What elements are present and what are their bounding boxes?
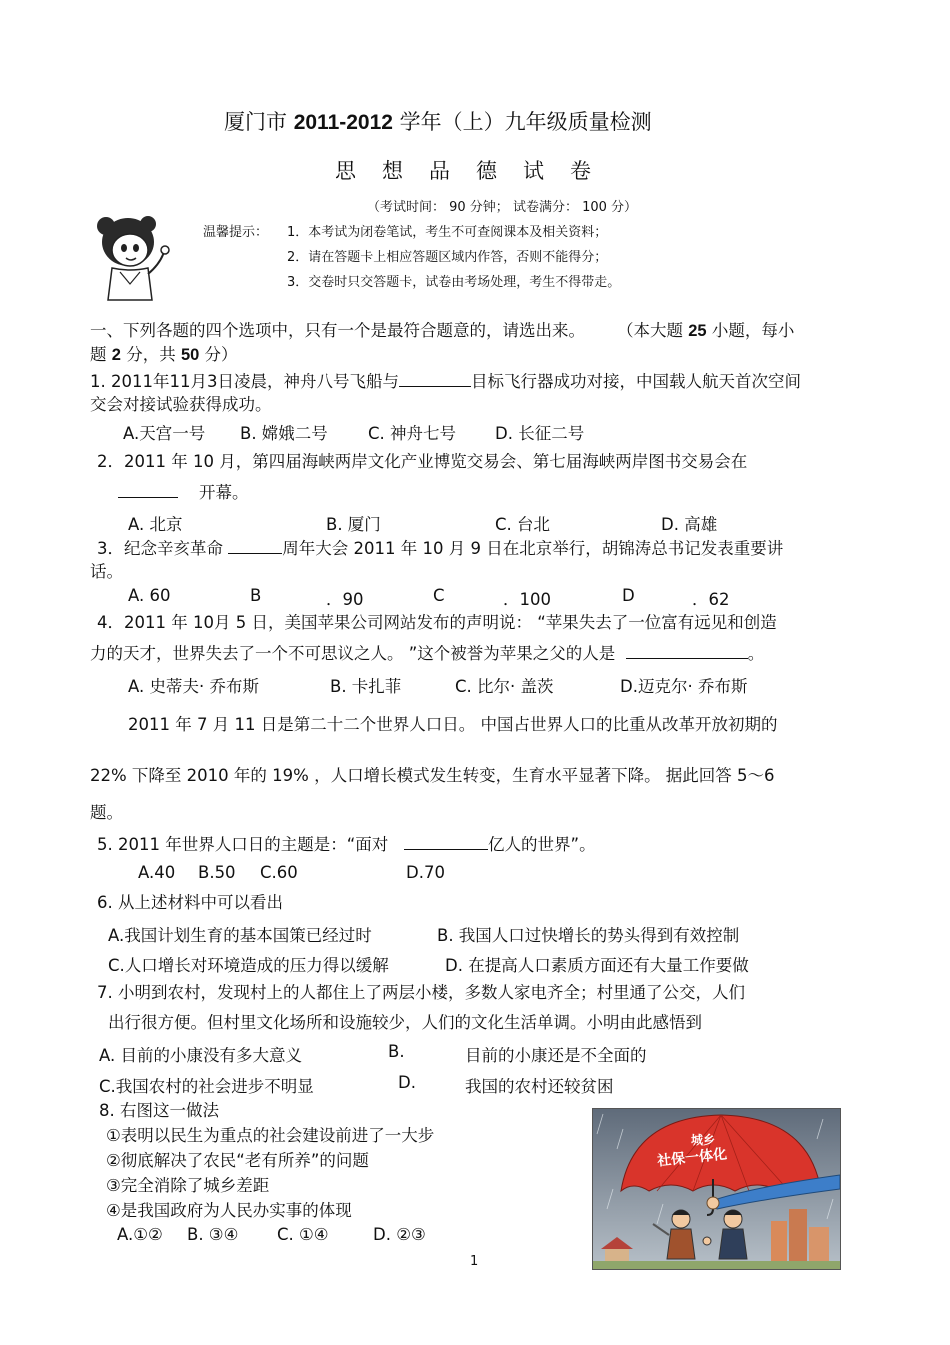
q7-option-d: 我国的农村还较贫困 [465, 1077, 614, 1096]
q6-option-a: A.我国计划生育的基本国策已经过时 [108, 926, 372, 945]
q7-option-b-letter: B. [388, 1042, 405, 1061]
q8-item-2: ②彻底解决了农民“老有所养”的问题 [106, 1151, 369, 1170]
q3-option-d: ．62 [692, 590, 730, 609]
q3-option-b: ．90 [326, 590, 364, 609]
q6-stem: 6. 从上述材料中可以看出 [97, 893, 283, 912]
q1-option-c: C. 神舟七号 [368, 424, 457, 443]
q2-option-b: B. 厦门 [326, 515, 381, 534]
q7-option-d-letter: D. [398, 1073, 416, 1092]
q4-option-b: B. 卡扎菲 [330, 677, 402, 696]
tip-2: 2．请在答题卡上相应答题区域内作答，否则不能得分； [287, 250, 608, 265]
material-line-1: 2011 年 7 月 11 日是第二十二个世界人口日。 中国占世界人口的比重从改革开放初期的 [128, 715, 778, 734]
q3-option-d-letter: D [622, 586, 635, 605]
q5-option-a: A.40 [138, 863, 176, 882]
q3-stem-cont: 话。 [90, 562, 123, 581]
q5-stem: 5. 2011 年世界人口日的主题是：“面对 亿人的世界”。 [97, 835, 596, 854]
q5-option-d: D.70 [406, 863, 445, 882]
q5-option-c: C.60 [260, 863, 298, 882]
q1-stem-cont: 交会对接试验获得成功。 [90, 395, 272, 414]
answer-blank [118, 481, 178, 498]
q8-option-a: A.①② [117, 1225, 163, 1244]
q7-stem-cont: 出行很方便。但村里文化场所和设施较少，人们的文化生活单调。小明由此感悟到 [108, 1013, 702, 1032]
q4-option-c: C. 比尔· 盖茨 [455, 677, 554, 696]
q1-option-d: D. 长征二号 [495, 424, 585, 443]
q2-stem-cont: 开幕。 [118, 481, 248, 504]
q2-stem: 2．2011 年 10 月，第四届海峡两岸文化产业博览交易会、第七届海峡两岸图书交易会在 [97, 452, 748, 471]
q1-stem: 1. 2011年11月3日凌晨，神舟八号飞船与 目标飞行器成功对接，中国载人航天首次空间 [90, 372, 801, 391]
q4-stem-cont: 力的天才，世界失去了一个不可思议之人。 ”这个被誉为苹果之父的人是 。 [90, 644, 765, 663]
q2-option-a: A. 北京 [128, 515, 183, 534]
q3-option-c: ．100 [503, 590, 551, 609]
answer-blank [399, 370, 471, 387]
answer-blank [404, 833, 488, 850]
cartoon-label-2: 社保一体化 [656, 1146, 728, 1170]
q8-stem: 8. 右图这一做法 [99, 1101, 219, 1120]
page-number: 1 [470, 1254, 479, 1269]
subtitle: 思想品德试卷 [335, 159, 617, 183]
q5-option-b: B.50 [198, 863, 236, 882]
q4-stem: 4．2011 年 10月 5 日，美国苹果公司网站发布的声明说： “苹果失去了一位富有远见和创造 [97, 613, 777, 632]
q3-option-a: A. 60 [128, 586, 171, 605]
q2-option-d: D. 高雄 [661, 515, 718, 534]
q8-item-3: ③完全消除了城乡差距 [106, 1176, 270, 1195]
q6-option-c: C.人口增长对环境造成的压力得以缓解 [108, 956, 389, 975]
answer-blank [626, 642, 748, 659]
q7-option-c: C.我国农村的社会进步不明显 [99, 1077, 314, 1096]
q8-option-d: D. ②③ [373, 1225, 426, 1244]
tip-1: 1．本考试为闭卷笔试，考生不可查阅课本及相关资料； [287, 225, 608, 240]
exam-info: （考试时间： 90 分钟； 试卷满分： 100 分） [367, 200, 638, 215]
q4-option-a: A. 史蒂夫· 乔布斯 [128, 677, 259, 696]
social-security-cartoon [592, 1108, 841, 1270]
q6-option-b: B. 我国人口过快增长的势头得到有效控制 [437, 926, 740, 945]
page-title: 厦门市 2011-2012 学年（上）九年级质量检测 [224, 110, 652, 134]
q8-item-1: ①表明以民生为重点的社会建设前进了一大步 [106, 1126, 435, 1145]
q3-option-c-letter: C [433, 586, 445, 605]
q7-stem: 7. 小明到农村，发现村上的人都住上了两层小楼，多数人家电齐全；村里通了公交，人们 [97, 983, 745, 1002]
cartoon-label-1: 城乡 [691, 1133, 716, 1147]
tip-3: 3．交卷时只交答题卡，试卷由考场处理，考生不得带走。 [287, 275, 621, 290]
q7-option-a: A. 目前的小康没有多大意义 [99, 1046, 302, 1065]
q1-option-a: A.天宫一号 [123, 424, 206, 443]
q2-option-c: C. 台北 [495, 515, 551, 534]
section-heading: 一、下列各题的四个选项中，只有一个是最符合题意的，请选出来。 （本大题 25 小题，每小 [90, 321, 795, 340]
q8-option-b: B. ③④ [187, 1225, 239, 1244]
cartoon-girl-icon [90, 212, 172, 304]
q1-option-b: B. 嫦娥二号 [240, 424, 328, 443]
q6-option-d: D. 在提高人口素质方面还有大量工作要做 [445, 956, 749, 975]
q7-option-b: 目前的小康还是不全面的 [465, 1046, 647, 1065]
q4-option-d: D.迈克尔· 乔布斯 [620, 677, 748, 696]
tips-label: 温馨提示： [203, 225, 269, 240]
q8-item-4: ④是我国政府为人民办实事的体现 [106, 1201, 352, 1220]
answer-blank [228, 537, 282, 554]
q3-option-b-letter: B [250, 586, 262, 605]
q8-option-c: C. ①④ [277, 1225, 329, 1244]
material-line-3: 题。 [90, 803, 123, 822]
section-heading-cont: 题 2 分，共 50 分） [90, 345, 238, 364]
q3-stem: 3．纪念辛亥革命 周年大会 2011 年 10 月 9 日在北京举行，胡锦涛总书记发表重要讲 [97, 539, 784, 558]
material-line-2: 22% 下降至 2010 年的 19% ，人口增长模式发生转变，生育水平显著下降。 据此回答 5～6 [90, 766, 775, 785]
